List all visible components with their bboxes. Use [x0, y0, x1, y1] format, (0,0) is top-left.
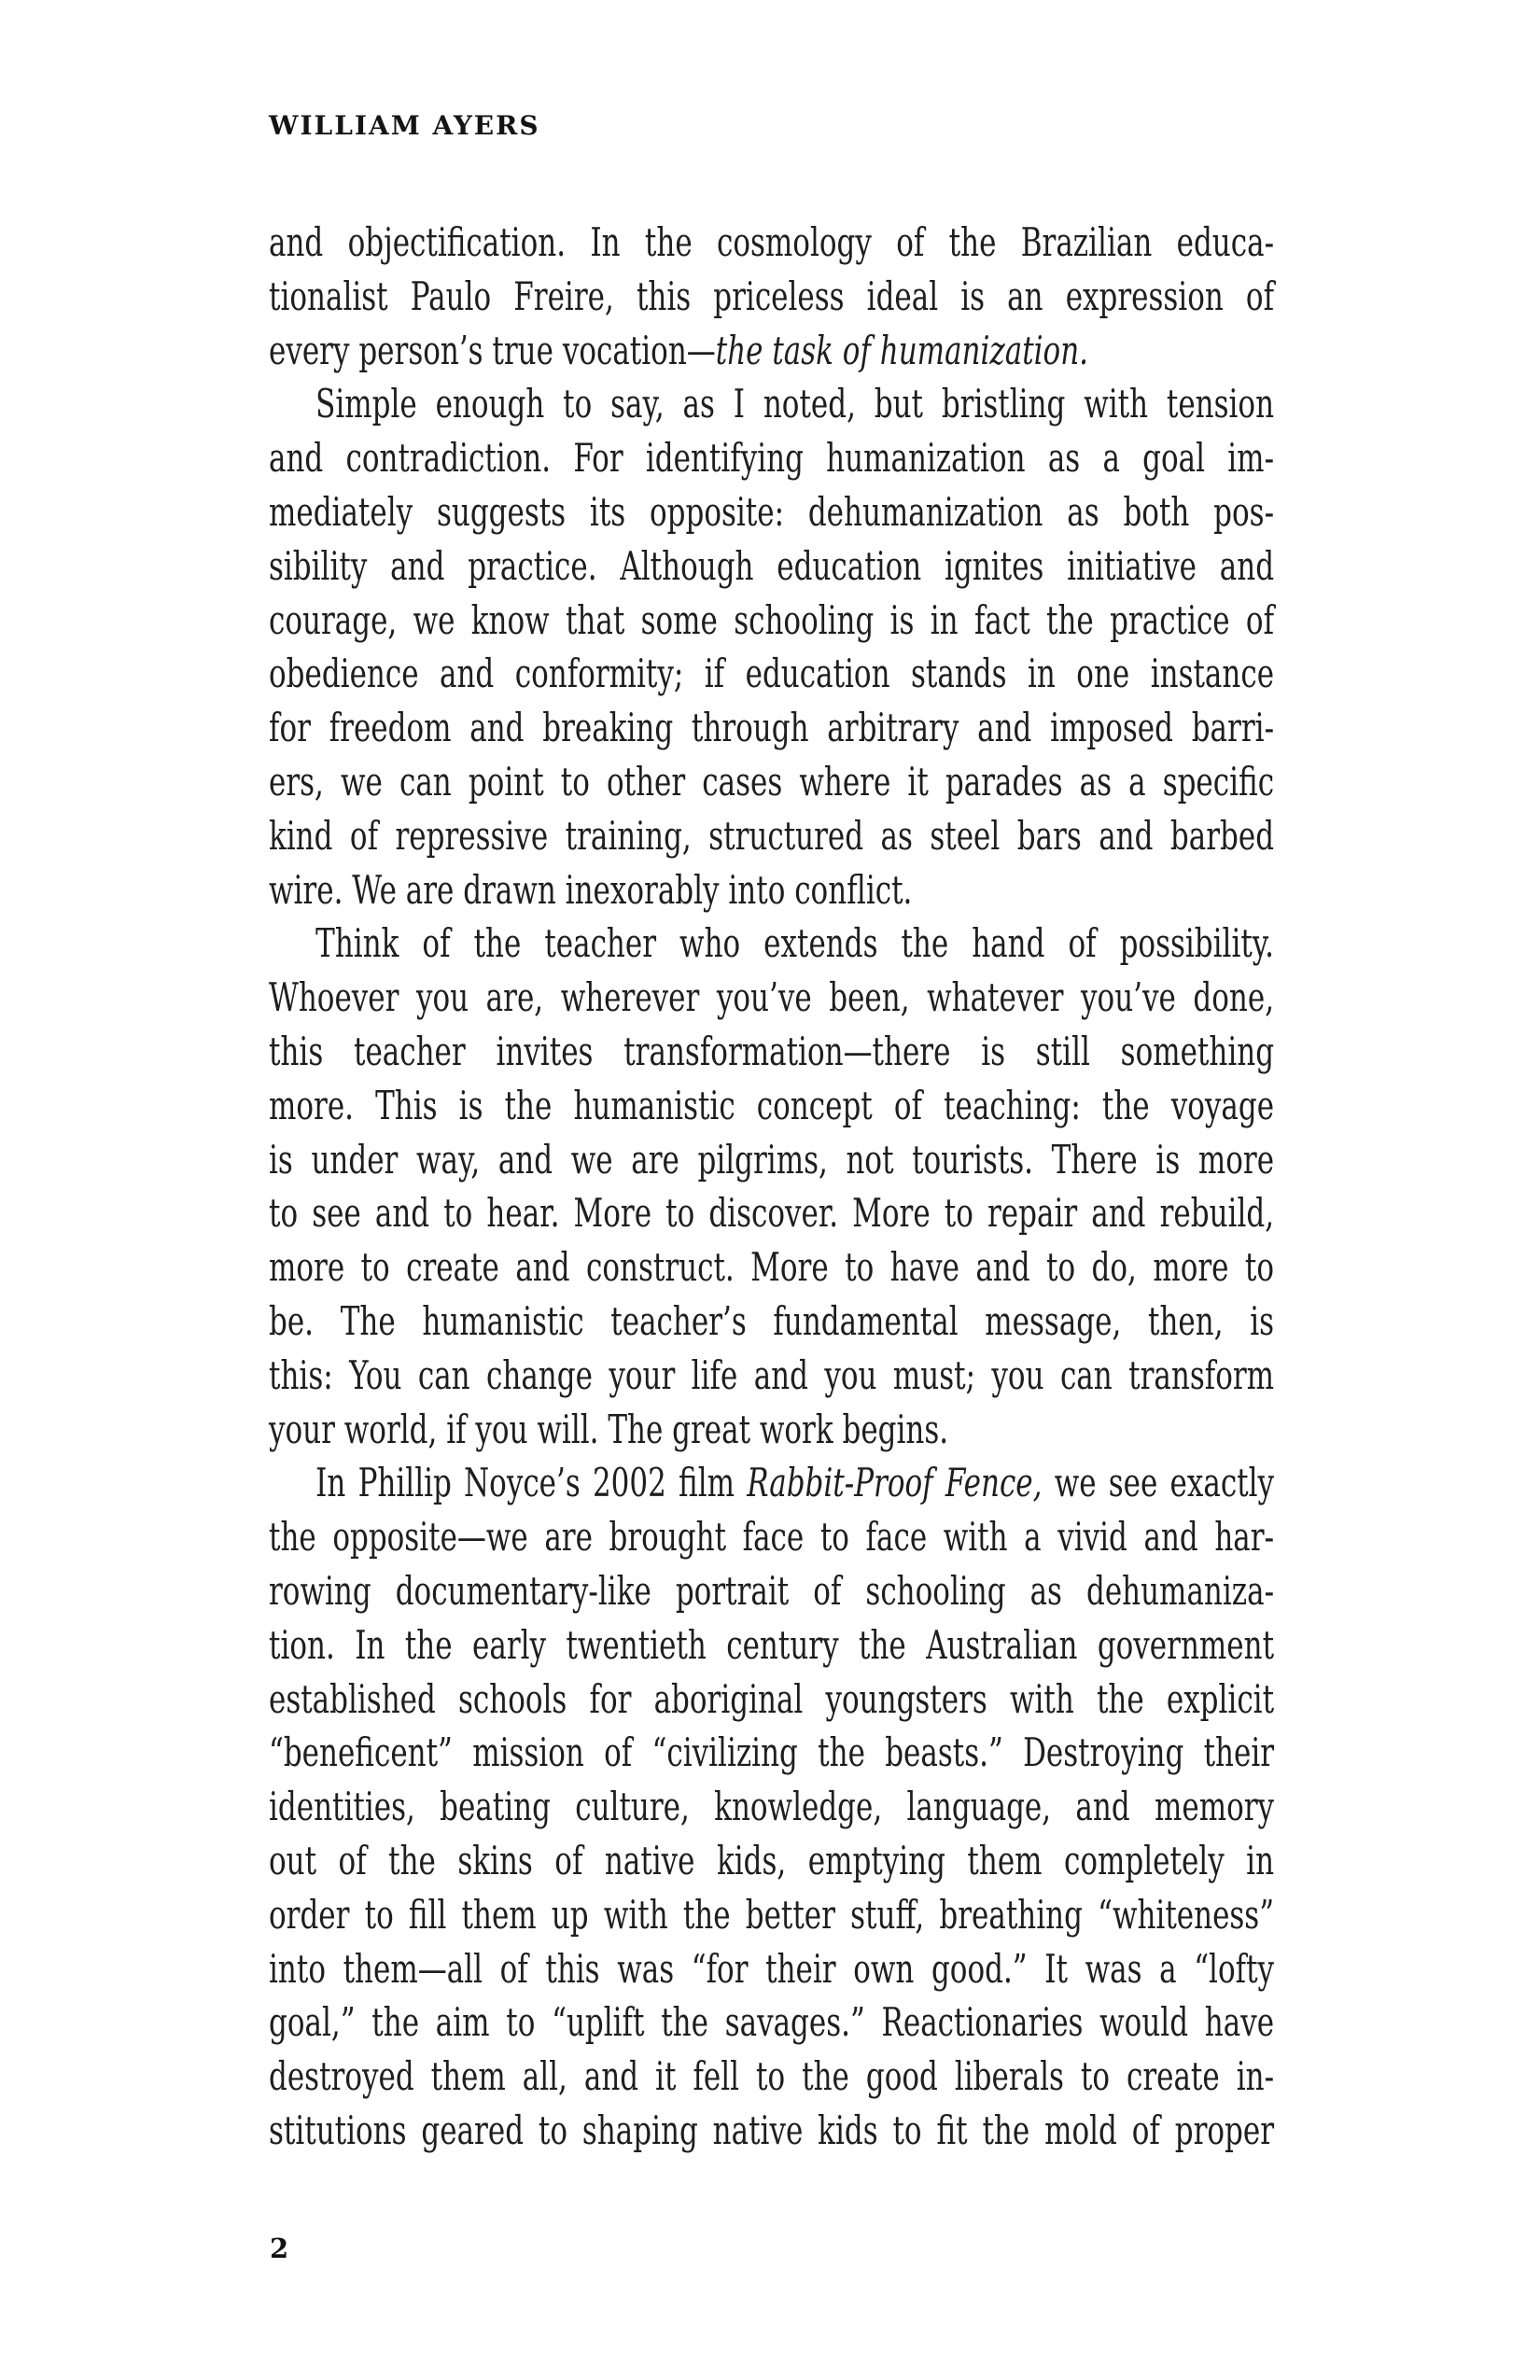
text-segment: is under way, and we are pilgrims, not tourists. There is more: [269, 1136, 1275, 1183]
text-line: [269, 1995, 1274, 2050]
text-line: [269, 485, 1274, 539]
text-line: [269, 755, 1274, 809]
text-segment: In Phillip Noyce’s 2002 film: [315, 1460, 748, 1506]
text-line: [269, 863, 1274, 917]
text-line: [269, 971, 1274, 1025]
text-segment: your world, if you will. The great work begins.: [269, 1406, 949, 1452]
text-line: [269, 1942, 1274, 1996]
text-segment: Think of the teacher who extends the hand of possibility.: [315, 920, 1275, 967]
text-line: [269, 809, 1274, 863]
text-segment: tion. In the early twentieth century the Australian government: [269, 1621, 1275, 1668]
text-segment: tionalist Paulo Freire, this priceless ideal is an expression of: [269, 273, 1275, 319]
italic-text-segment: the task of humanization.: [715, 327, 1089, 373]
text-segment: wire. We are drawn inexorably into conflict.: [269, 866, 913, 913]
text-line: [269, 1564, 1274, 1618]
text-segment: stitutions geared to shaping native kids to fit the mold of proper: [269, 2107, 1275, 2153]
text-segment: this: You can change your life and you must; you can transform: [269, 1351, 1275, 1398]
text-line: [269, 1888, 1274, 1942]
text-line: [269, 2050, 1274, 2104]
text-line: [269, 1349, 1274, 1403]
text-segment: more to create and construct. More to have and to do, more to: [269, 1244, 1275, 1291]
text-segment: into them—all of this was “for their own good.” It was a “lofty: [269, 1945, 1275, 1992]
text-segment: for freedom and breaking through arbitrary and imposed barri-: [269, 705, 1275, 751]
text-line: [269, 1780, 1274, 1834]
text-line: [269, 377, 1274, 431]
text-segment: out of the skins of native kids, emptying them completely in: [269, 1837, 1275, 1883]
text-segment: rowing documentary-like portrait of schooling as dehumaniza-: [269, 1567, 1275, 1614]
text-segment: this teacher invites transformation—there is still something: [269, 1028, 1275, 1074]
text-segment: goal,” the aim to “uplift the savages.” Reactionaries would have: [269, 1999, 1275, 2046]
text-segment: every person’s true vocation—: [269, 327, 716, 373]
text-line: [269, 1673, 1274, 1727]
text-segment: to see and to hear. More to discover. More to repair and rebuild,: [269, 1190, 1275, 1237]
text-segment: be. The humanistic teacher’s fundamental message, then, is: [269, 1297, 1275, 1344]
text-segment: mediately suggests its opposite: dehumanization as both pos-: [269, 488, 1275, 535]
text-segment: Whoever you are, wherever you’ve been, whatever you’ve done,: [269, 974, 1275, 1021]
text-segment: identities, beating culture, knowledge, language, and memory: [269, 1784, 1275, 1830]
text-segment: obedience and conformity; if education stands in one instance: [269, 651, 1275, 697]
running-header: WILLIAM AYERS: [269, 110, 540, 141]
text-line: [269, 1510, 1274, 1564]
text-segment: established schools for aboriginal youngsters with the explicit: [269, 1675, 1275, 1722]
text-line: [269, 1295, 1274, 1349]
text-segment: the opposite—we are brought face to face with a vivid and har-: [269, 1514, 1275, 1561]
text-segment: ers, we can point to other cases where it parades as a specific: [269, 758, 1275, 805]
italic-text-segment: Rabbit-Proof Fence,: [747, 1460, 1043, 1506]
text-line: [269, 539, 1274, 594]
text-segment: order to fill them up with the better stuff, breathing “whiteness”: [269, 1891, 1275, 1938]
page-number: 2: [270, 2233, 289, 2264]
text-segment: Simple enough to say, as I noted, but bristling with tension: [315, 381, 1275, 427]
text-segment: and objectification. In the cosmology of the Brazilian educa-: [269, 219, 1275, 265]
text-segment: destroyed them all, and it fell to the good liberals to create in-: [269, 2053, 1275, 2100]
text-segment: more. This is the humanistic concept of teaching: the voyage: [269, 1082, 1275, 1128]
text-line: [269, 1618, 1274, 1673]
text-line: [269, 917, 1274, 971]
text-line: [269, 647, 1274, 701]
text-line: [269, 1240, 1274, 1295]
text-line: [269, 1133, 1274, 1187]
text-line: [269, 594, 1274, 648]
text-line: [269, 216, 1274, 270]
text-line: [269, 1025, 1274, 1079]
text-line: [269, 701, 1274, 755]
text-line: [269, 1403, 1274, 1457]
page-body: [269, 216, 1274, 2158]
text-line: [269, 1726, 1274, 1780]
text-segment: kind of repressive training, structured as steel bars and barbed: [269, 812, 1275, 859]
text-line: [269, 2104, 1274, 2158]
text-line: [269, 431, 1274, 485]
text-segment: and contradiction. For identifying humanization as a goal im-: [269, 435, 1275, 482]
text-line: [269, 1834, 1274, 1888]
text-line: [269, 1456, 1274, 1510]
text-line: [269, 1186, 1274, 1240]
text-segment: courage, we know that some schooling is in fact the practice of: [269, 596, 1275, 643]
text-line: [269, 324, 1274, 378]
text-segment: “beneficent” mission of “civilizing the beasts.” Destroying their: [269, 1729, 1275, 1776]
text-line: [269, 270, 1274, 324]
text-segment: we see exactly: [1042, 1460, 1275, 1506]
text-segment: sibility and practice. Although education ignites initiative and: [269, 542, 1275, 589]
text-line: [269, 1079, 1274, 1133]
